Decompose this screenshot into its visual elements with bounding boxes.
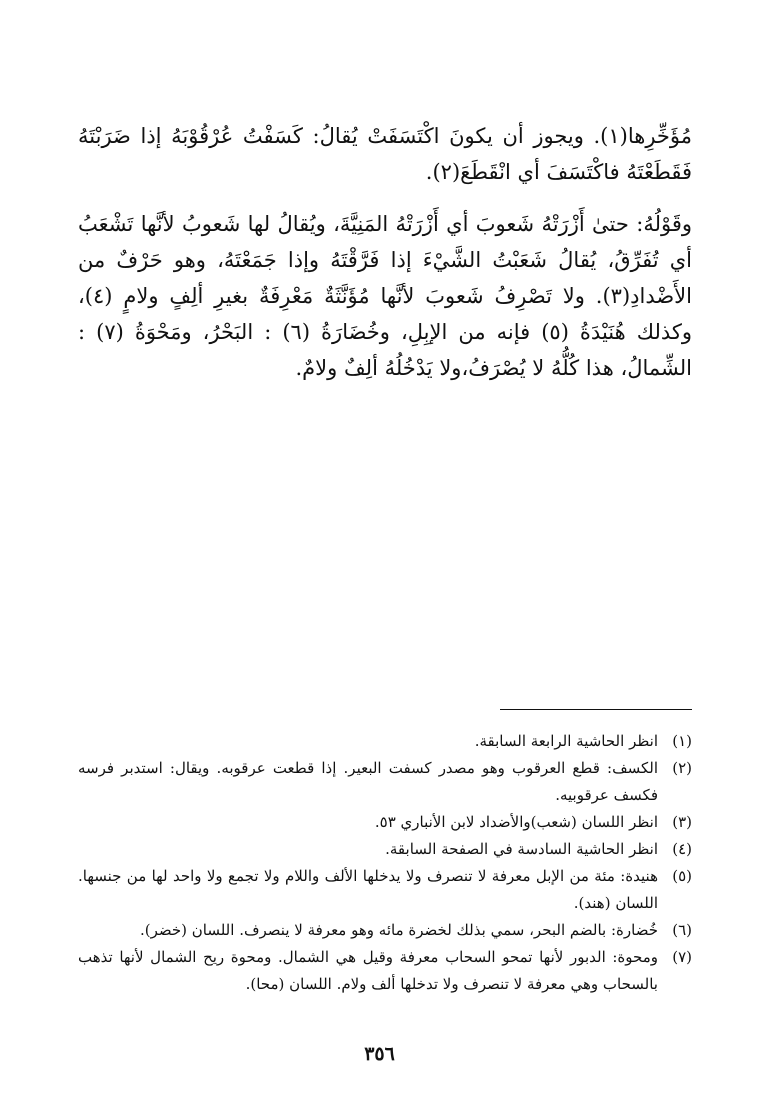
footnote-3 bbox=[78, 809, 692, 836]
footnote-number: (٦) bbox=[672, 921, 692, 939]
footnote-text: انظر الحاشية السادسة في الصفحة السابقة. bbox=[385, 840, 658, 858]
paragraph-1: مُؤَخِّرِها(١). ويجوز أن يكونَ اكْتَسَفَتْ يُقالُ: كَسَفْتُ عُرْقُوْبَهُ إذا ضَرَبْتَهُ فَقَطَعْتَهُ فاكْتَسَفَ أي انْقَطَعَ(٢). bbox=[78, 124, 692, 184]
page-number: ٣٥٦ bbox=[364, 1043, 395, 1065]
footnote-text: انظر اللسان (شعب)والأضداد لابن الأنباري ٥٣. bbox=[374, 813, 658, 831]
footnote-5 bbox=[78, 863, 692, 917]
footnote-4 bbox=[78, 836, 692, 863]
footnote-7 bbox=[78, 944, 692, 998]
footnote-2 bbox=[78, 755, 692, 809]
footnote-number: (٥) bbox=[672, 867, 692, 885]
footnote-text: خُضارة: بالضم البحر، سمي بذلك لخضرة مائه وهو معرفة لا ينصرف. اللسان (خضر). bbox=[139, 921, 658, 939]
footnote-6 bbox=[78, 917, 692, 944]
footnote-number: (٢) bbox=[672, 759, 692, 777]
footnote-number: (٤) bbox=[672, 840, 692, 858]
footnote-text: ومحوة: الدبور لأنها تمحو السحاب معرفة وقيل هي الشمال. ومحوة ريح الشمال لأنها تذهب بالسحاب وهي معرفة لا تنصرف ولا تدخلها ألف ولام. اللسان (محا). bbox=[78, 948, 658, 993]
footnote-text: هنيدة: مئة من الإبل معرفة لا تنصرف ولا يدخلها الألف واللام ولا تجمع ولا واحد لها من جنسها. اللسان (هند). bbox=[78, 867, 658, 912]
main-text bbox=[78, 118, 692, 386]
footnote-1 bbox=[78, 728, 692, 755]
footnote-text: الكسف: قطع العرقوب وهو مصدر كسفت البعير. إذا قطعت عرقوبه. ويقال: استدبر فرسه فكسف عرقوبيه. bbox=[78, 759, 658, 804]
footnote-number: (٣) bbox=[672, 813, 692, 831]
footnote-text: انظر الحاشية الرابعة السابقة. bbox=[474, 732, 658, 750]
paragraph-2: وقَوْلُهُ: حتىٰ أَزْرَتْهُ شَعوبَ أي أَزْرَتْهُ المَنِيَّةَ، ويُقالُ لها شَعوبُ لأنَّها تَشْعَبُ أي تُفَرِّقُ، يُقالُ شَعَبْتُ الشَّيْءَ إذا فَرَّقْتَهُ وإذا جَمَعْتَهُ، وهو حَرْفٌ من الأَضْدادِ(٣). ولا تَصْرِفُ شَعوبَ لأنَّها مُؤَنَّثَةٌ مَعْرِفَةٌ بغيرِ ألِفٍ ولامٍ (٤)، وكذلك هُنَيْدَةُ (٥) فإنه من الإبِلِ، وخُضَارَةُ (٦) : البَحْرُ، ومَحْوَةُ (٧) : الشِّمالُ، هذا كُلُّهُ لا يُصْرَفُ،ولا يَدْخُلُهُ ألِفٌ ولامٌ. bbox=[78, 212, 692, 380]
footnote-number: (١) bbox=[672, 732, 692, 750]
footnotes bbox=[78, 728, 692, 998]
footnote-number: (٧) bbox=[672, 948, 692, 966]
footnote-divider bbox=[500, 709, 692, 710]
